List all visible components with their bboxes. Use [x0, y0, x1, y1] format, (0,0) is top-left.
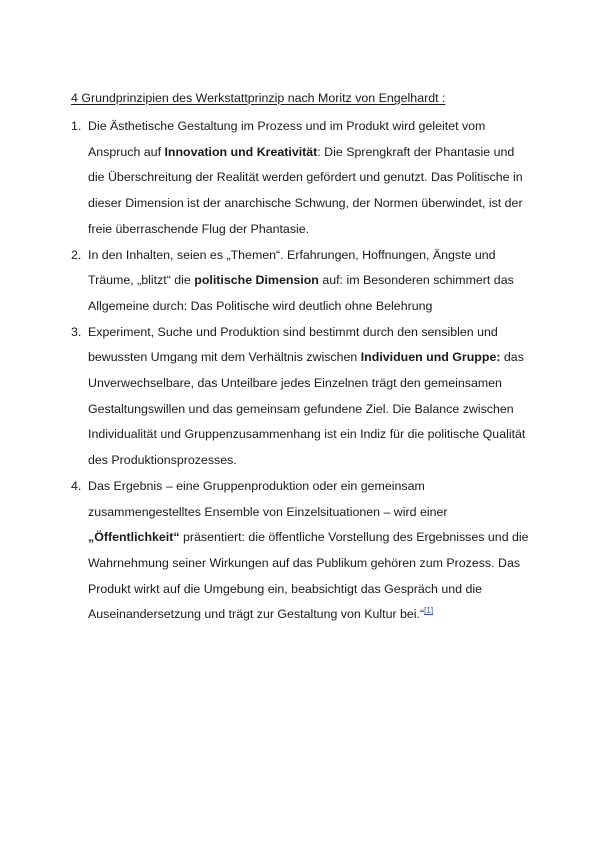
list-item-number: 4. — [71, 478, 82, 493]
text-segment: In den Inhalten, seien es „Themen“. Erfahrungen, Hoffnungen, Ängste und Träume, „blitzt“ die — [88, 247, 496, 288]
emphasis-text: „Öffentlichkeit“ — [88, 530, 180, 545]
list-item — [71, 320, 531, 474]
list-item-text — [88, 243, 531, 320]
text-segment: auf: im Besonderen schimmert das Allgemeine durch: Das Politische wird deutlich ohne Belehrung — [88, 273, 514, 313]
text-segment: Das Ergebnis – eine Gruppenproduktion oder ein gemeinsam zusammengestelltes Ensemble von Einzelsituationen – wird einer — [88, 478, 448, 519]
text-segment: präsentiert: die öffentliche Vorstellung des Ergebnisses und die Wahrnehmung seiner Wirkungen auf das Publikum gehören zum Prozess. Das Produkt wirkt auf die Umgebung ein, beabsichtigt das Gespräch und die Auseinandersetzung und trägt zur Gestaltung von Kultur bei.“ — [88, 530, 529, 622]
emphasis-text: Individuen und Gruppe: — [360, 350, 501, 365]
list-item-number: 1. — [71, 119, 82, 133]
document-title: 4 Grundprinzipien des Werkstattprinzip nach Moritz von Engelhardt : — [71, 91, 446, 105]
text-segment: Die Ästhetische Gestaltung im Prozess und im Produkt wird geleitet vom Anspruch auf — [88, 119, 486, 159]
list-item — [71, 114, 531, 243]
emphasis-text: Innovation und Kreativität — [164, 144, 318, 159]
list-item — [71, 474, 531, 628]
text-segment: : Die Sprengkraft der Phantasie und die Überschreitung der Realität werden gefördert und genutzt. Das Politische in dieser Dimension ist der anarchische Schwung, der Normen überwindet, ist der freie überraschende Flug der Phantasie. — [88, 144, 523, 236]
list-item-number: 3. — [71, 324, 82, 339]
list-item-text — [88, 114, 531, 243]
list-item-text — [88, 474, 531, 628]
list-item-number: 2. — [71, 247, 82, 262]
list-item — [71, 243, 531, 320]
text-segment: Experiment, Suche und Produktion sind bestimmt durch den sensiblen und bewussten Umgang mit dem Verhältnis zwischen — [88, 324, 498, 365]
principles-list — [71, 114, 531, 628]
text-segment: das Unverwechselbare, das Unteilbare jedes Einzelnen trägt den gemeinsamen Gestaltungswillen und das gemeinsam gefundene Ziel. Die Balance zwischen Individualität und Gruppenzusammenhang ist ein Indiz für die politische Qualität des Produktionsprozesses. — [88, 350, 526, 468]
footnote-link[interactable]: [1] — [424, 606, 434, 616]
list-item-text — [88, 320, 531, 474]
emphasis-text: politische Dimension — [194, 273, 319, 288]
